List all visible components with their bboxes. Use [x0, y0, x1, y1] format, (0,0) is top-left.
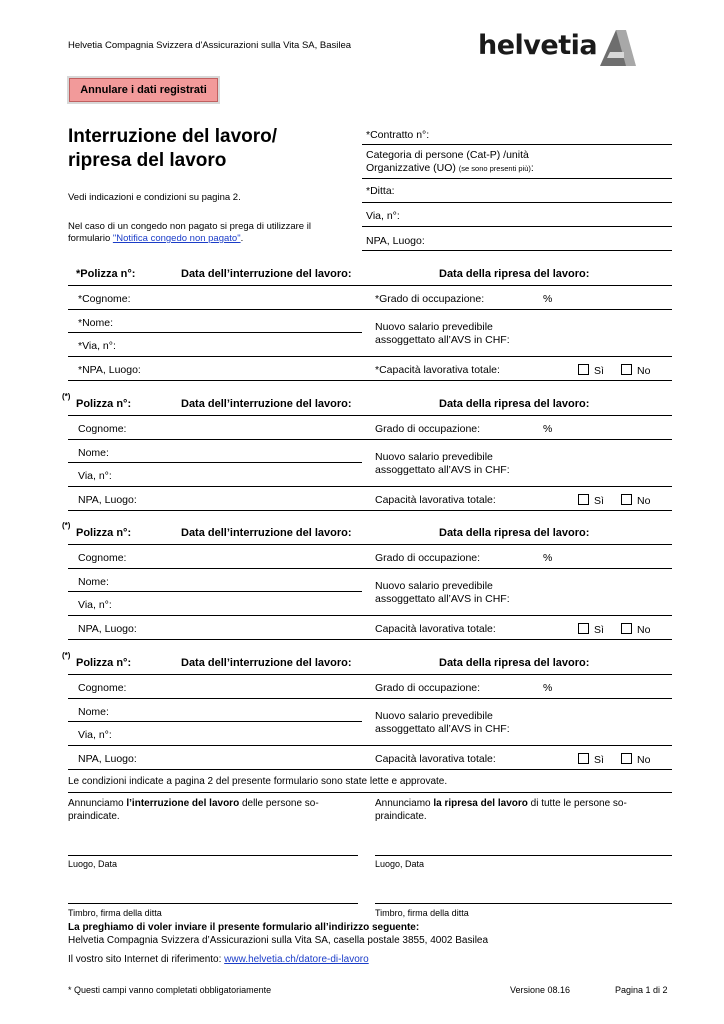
- optional-marker: (*): [62, 521, 71, 530]
- divider: [68, 615, 672, 616]
- no-label: No: [637, 624, 651, 636]
- yes-checkbox[interactable]: [578, 364, 589, 375]
- company-zip-field[interactable]: [362, 235, 672, 247]
- version-text: Versione 08.16: [510, 985, 571, 995]
- divider: [362, 250, 672, 251]
- policy-number-label: Polizza n°:: [76, 398, 132, 410]
- name-field[interactable]: *Nome:: [78, 317, 114, 329]
- salary-label-2: assoggettato all’AVS in CHF:: [375, 723, 510, 735]
- interruption-statement: [68, 797, 358, 823]
- no-label: No: [637, 495, 651, 507]
- capacity-yes-option[interactable]: [578, 494, 604, 507]
- divider: [68, 486, 672, 487]
- capacity-no-option[interactable]: [621, 364, 650, 377]
- unpaid-note-end: .: [240, 233, 244, 244]
- divider: [68, 639, 672, 640]
- divider: [68, 792, 672, 793]
- yes-label: Sì: [594, 365, 604, 377]
- name-field[interactable]: Nome:: [78, 706, 109, 718]
- name-field[interactable]: Nome:: [78, 447, 109, 459]
- yes-checkbox[interactable]: [578, 753, 589, 764]
- divider: [68, 674, 672, 675]
- cancel-data-button[interactable]: [67, 76, 220, 104]
- salary-field[interactable]: [375, 451, 510, 477]
- salary-label-1: Nuovo salario prevedibile: [375, 321, 493, 333]
- company-label: *Ditta:: [366, 185, 395, 197]
- left-pre: Annunciamo: [68, 798, 127, 809]
- percent-label: %: [543, 682, 553, 694]
- conditions-accepted-text: Le condizioni indicate a pagina 2 del presente formulario sono state lette e approvate.: [68, 776, 448, 787]
- place-date-line-right[interactable]: [375, 855, 672, 856]
- helvetia-logo: [478, 28, 638, 70]
- category-label-2: Organizzative (UO): [366, 162, 459, 174]
- work-capacity-label: Capacità lavorativa totale:: [375, 623, 496, 635]
- title-line-1: Interruzione del lavoro/: [68, 126, 278, 147]
- optional-marker: (*): [62, 392, 71, 401]
- website-link[interactable]: www.helvetia.ch/datore-di-lavoro: [224, 954, 369, 965]
- left-post: delle persone so-: [239, 798, 319, 809]
- page-title: [68, 125, 277, 173]
- unpaid-leave-note: [68, 221, 338, 245]
- right-post: di tutte le persone so-: [527, 798, 627, 809]
- salary-label-2: assoggettato all’AVS in CHF:: [375, 464, 510, 476]
- yes-checkbox[interactable]: [578, 623, 589, 634]
- resumption-statement: [375, 797, 672, 823]
- salary-field[interactable]: [375, 710, 510, 736]
- no-label: No: [637, 754, 651, 766]
- yes-label: Sì: [594, 624, 604, 636]
- yes-label: Sì: [594, 495, 604, 507]
- surname-field[interactable]: *Cognome:: [78, 293, 131, 305]
- divider: [68, 544, 672, 545]
- no-checkbox[interactable]: [621, 494, 632, 505]
- divider: [68, 698, 672, 699]
- divider: [68, 439, 672, 440]
- salary-label-1: Nuovo salario prevedibile: [375, 451, 493, 463]
- right-line2: praindicate.: [375, 811, 427, 822]
- company-street-label: Via, n°:: [366, 210, 400, 222]
- name-field[interactable]: Nome:: [78, 576, 109, 588]
- resumption-date-label: Data della ripresa del lavoro:: [439, 268, 590, 280]
- website-pre: Il vostro sito Internet di riferimento:: [68, 954, 225, 965]
- divider: [362, 202, 672, 203]
- divider: [68, 309, 672, 310]
- street-field[interactable]: Via, n°:: [78, 729, 112, 741]
- zip-city-field[interactable]: NPA, Luogo:: [78, 753, 137, 765]
- contract-number-field[interactable]: [362, 129, 672, 141]
- title-line-2: ripresa del lavoro: [68, 150, 227, 171]
- right-pre: Annunciamo: [375, 798, 434, 809]
- percent-label: %: [543, 552, 553, 564]
- street-field[interactable]: Via, n°:: [78, 599, 112, 611]
- category-field[interactable]: [362, 149, 672, 175]
- helvetia-logo-icon: [596, 28, 638, 68]
- company-header: Helvetia Compagnia Svizzera d'Assicurazioni sulla Vita SA, Basilea: [68, 40, 352, 51]
- salary-label-2: assoggettato all’AVS in CHF:: [375, 334, 510, 346]
- salary-field[interactable]: [375, 321, 510, 347]
- salary-label-1: Nuovo salario prevedibile: [375, 580, 493, 592]
- send-request-text: La preghiamo di voler inviare il presente formulario all’indirizzo seguente:: [68, 922, 420, 933]
- divider: [68, 769, 672, 770]
- percent-label: %: [543, 293, 553, 305]
- divider: [68, 721, 362, 722]
- contract-label: *Contratto n°:: [366, 129, 430, 141]
- conditions-note: Vedi indicazioni e condizioni su pagina 2.: [68, 192, 241, 203]
- policy-number-label: Polizza n°:: [76, 527, 132, 539]
- divider: [362, 226, 672, 227]
- page-number: Pagina 1 di 2: [615, 985, 668, 995]
- no-label: No: [637, 365, 651, 377]
- resumption-date-label: Data della ripresa del lavoro:: [439, 657, 590, 669]
- divider: [68, 332, 362, 333]
- divider: [362, 178, 672, 179]
- company-zip-label: NPA, Luogo:: [366, 235, 425, 247]
- yes-checkbox[interactable]: [578, 494, 589, 505]
- capacity-no-option[interactable]: [621, 753, 650, 766]
- place-date-label-left: Luogo, Data: [68, 859, 118, 869]
- surname-field[interactable]: Cognome:: [78, 423, 127, 435]
- divider: [68, 745, 672, 746]
- signature-line-left[interactable]: [68, 903, 358, 904]
- address-text: Helvetia Compagnia Svizzera d’Assicurazioni sulla Vita SA, casella postale 3855, 4002 Basilea: [68, 935, 489, 946]
- work-capacity-label: Capacità lavorativa totale:: [375, 494, 496, 506]
- unpaid-leave-form-link[interactable]: "Notifica congedo non pagato": [112, 233, 241, 244]
- category-colon: :: [530, 162, 534, 174]
- capacity-no-option[interactable]: [621, 494, 650, 507]
- zip-city-field[interactable]: NPA, Luogo:: [78, 623, 137, 635]
- divider: [68, 415, 672, 416]
- website-text: [68, 954, 369, 965]
- yes-label: Sì: [594, 754, 604, 766]
- capacity-yes-option[interactable]: [578, 623, 604, 636]
- divider: [68, 356, 672, 357]
- policy-number-label: *Polizza n°:: [76, 268, 136, 280]
- interruption-date-label: Data dell’interruzione del lavoro:: [181, 657, 352, 669]
- divider: [68, 462, 362, 463]
- occupation-field[interactable]: Grado di occupazione:: [375, 682, 481, 694]
- place-date-line-left[interactable]: [68, 855, 358, 856]
- surname-field[interactable]: Cognome:: [78, 552, 127, 564]
- company-field[interactable]: [362, 185, 672, 197]
- work-capacity-label: *Capacità lavorativa totale:: [375, 364, 500, 376]
- capacity-no-option[interactable]: [621, 623, 650, 636]
- right-bold: la ripresa del lavoro: [433, 798, 528, 809]
- divider: [68, 510, 672, 511]
- left-bold: l’interruzione del lavoro: [126, 798, 240, 809]
- divider: [68, 285, 672, 286]
- logo-text: helvetia: [478, 30, 598, 61]
- salary-label-2: assoggettato all’AVS in CHF:: [375, 593, 510, 605]
- unpaid-note-text: Nel caso di un congedo non pagato si prega di utilizzare il formulario: [68, 221, 311, 244]
- street-field[interactable]: *Via, n°:: [78, 340, 116, 352]
- no-checkbox[interactable]: [621, 364, 632, 375]
- optional-marker: (*): [62, 651, 71, 660]
- zip-city-field[interactable]: NPA, Luogo:: [78, 494, 137, 506]
- category-label-1: Categoria di persone (Cat-P) /unità: [366, 149, 529, 161]
- resumption-date-label: Data della ripresa del lavoro:: [439, 398, 590, 410]
- cancel-data-label: Annulare i dati registrati: [69, 78, 218, 102]
- policy-number-label: Polizza n°:: [76, 657, 132, 669]
- resumption-date-label: Data della ripresa del lavoro:: [439, 527, 590, 539]
- company-street-field[interactable]: [362, 210, 672, 222]
- occupation-field[interactable]: *Grado di occupazione:: [375, 293, 485, 305]
- interruption-date-label: Data dell’interruzione del lavoro:: [181, 398, 352, 410]
- divider: [68, 591, 362, 592]
- capacity-yes-option[interactable]: [578, 753, 604, 766]
- place-date-label-right: Luogo, Data: [375, 859, 425, 869]
- occupation-field[interactable]: Grado di occupazione:: [375, 423, 481, 435]
- signature-line-right[interactable]: [375, 903, 672, 904]
- stamp-signature-label-left: Timbro, firma della ditta: [68, 908, 162, 918]
- category-note: (se sono presenti più): [458, 164, 531, 173]
- divider: [68, 568, 672, 569]
- stamp-signature-label-right: Timbro, firma della ditta: [375, 908, 469, 918]
- interruption-date-label: Data dell’interruzione del lavoro:: [181, 527, 352, 539]
- divider: [362, 144, 672, 145]
- left-line2: praindicate.: [68, 811, 120, 822]
- street-field[interactable]: Via, n°:: [78, 470, 112, 482]
- occupation-field[interactable]: Grado di occupazione:: [375, 552, 481, 564]
- salary-label-1: Nuovo salario prevedibile: [375, 710, 493, 722]
- interruption-date-label: Data dell’interruzione del lavoro:: [181, 268, 352, 280]
- salary-field[interactable]: [375, 580, 510, 606]
- no-checkbox[interactable]: [621, 623, 632, 634]
- mandatory-note: * Questi campi vanno completati obbligatoriamente: [68, 985, 272, 995]
- percent-label: %: [543, 423, 553, 435]
- capacity-yes-option[interactable]: [578, 364, 604, 377]
- zip-city-field[interactable]: *NPA, Luogo:: [78, 364, 141, 376]
- work-capacity-label: Capacità lavorativa totale:: [375, 753, 496, 765]
- divider: [68, 380, 672, 381]
- no-checkbox[interactable]: [621, 753, 632, 764]
- surname-field[interactable]: Cognome:: [78, 682, 127, 694]
